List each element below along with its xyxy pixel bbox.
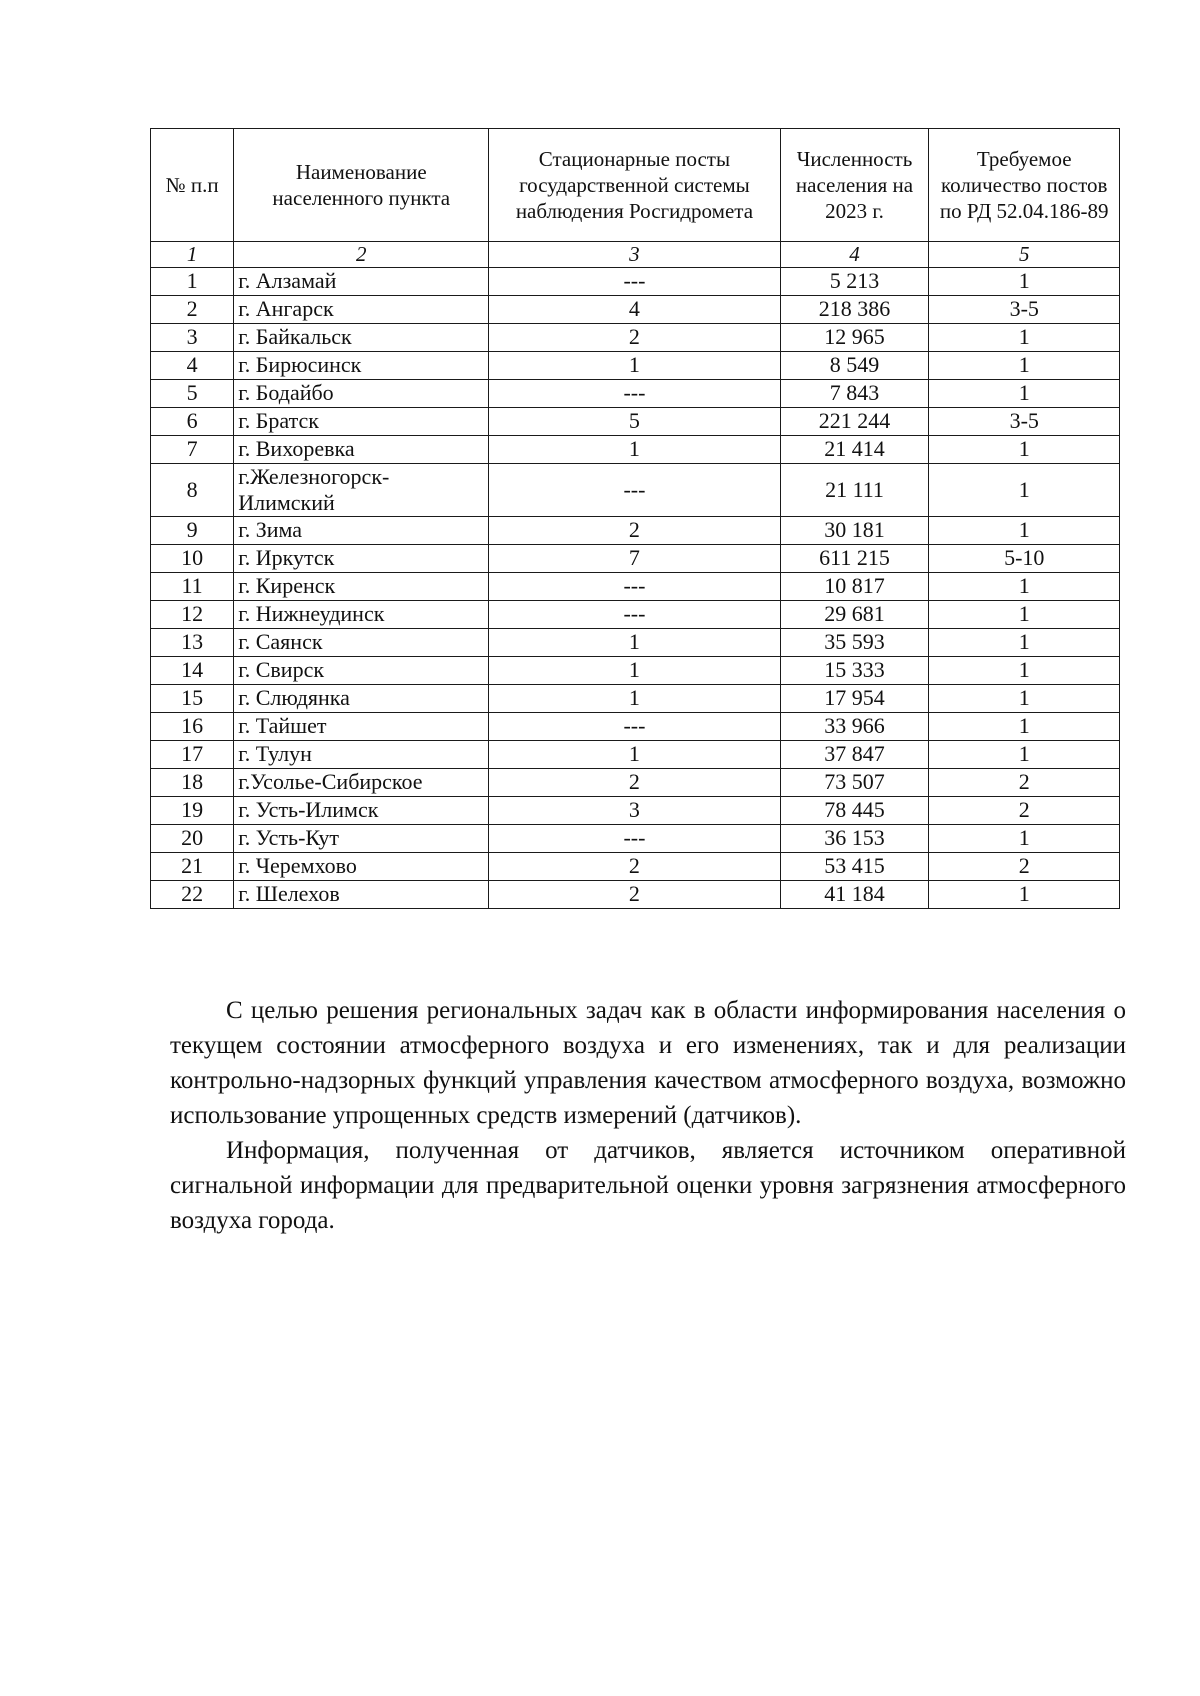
cell-required-posts: 1 — [929, 628, 1120, 656]
column-number: 5 — [929, 242, 1120, 268]
cell-settlement-name: г. Ангарск — [234, 295, 489, 323]
cell-required-posts: 1 — [929, 323, 1120, 351]
cell-required-posts: 1 — [929, 656, 1120, 684]
cell-number: 9 — [151, 516, 234, 544]
cell-settlement-name: г. Байкальск — [234, 323, 489, 351]
cell-stationary-posts: 4 — [489, 295, 780, 323]
cell-number: 14 — [151, 656, 234, 684]
cell-required-posts: 1 — [929, 712, 1120, 740]
table-row — [151, 796, 1120, 824]
table-row — [151, 740, 1120, 768]
cell-number: 7 — [151, 435, 234, 463]
cell-number: 11 — [151, 572, 234, 600]
cell-stationary-posts: 1 — [489, 351, 780, 379]
cell-number: 1 — [151, 267, 234, 295]
cell-settlement-name: г. Свирск — [234, 656, 489, 684]
cell-population: 73 507 — [780, 768, 929, 796]
cell-settlement-name: г. Алзамай — [234, 267, 489, 295]
cell-stationary-posts: 2 — [489, 852, 780, 880]
cell-stationary-posts: 7 — [489, 544, 780, 572]
column-numbers-row — [151, 242, 1120, 268]
cell-required-posts: 3-5 — [929, 295, 1120, 323]
table-row — [151, 516, 1120, 544]
cell-settlement-name: г. Черемхово — [234, 852, 489, 880]
cell-required-posts: 1 — [929, 351, 1120, 379]
cell-population: 37 847 — [780, 740, 929, 768]
cell-required-posts: 1 — [929, 740, 1120, 768]
column-number: 1 — [151, 242, 234, 268]
cell-number: 12 — [151, 600, 234, 628]
cell-number: 8 — [151, 463, 234, 516]
cell-number: 17 — [151, 740, 234, 768]
cell-number: 21 — [151, 852, 234, 880]
table-body — [151, 242, 1120, 909]
cell-stationary-posts: 1 — [489, 684, 780, 712]
cell-settlement-name: г. Бирюсинск — [234, 351, 489, 379]
table-header-row — [151, 129, 1120, 242]
cell-settlement-name: г.Железногорск-Илимский — [234, 463, 489, 516]
cell-required-posts: 1 — [929, 463, 1120, 516]
cell-settlement-name: г. Саянск — [234, 628, 489, 656]
column-number: 2 — [234, 242, 489, 268]
cell-number: 5 — [151, 379, 234, 407]
cell-population: 41 184 — [780, 880, 929, 908]
cell-population: 35 593 — [780, 628, 929, 656]
table-row — [151, 323, 1120, 351]
cell-population: 8 549 — [780, 351, 929, 379]
cell-required-posts: 2 — [929, 852, 1120, 880]
cell-settlement-name: г. Тулун — [234, 740, 489, 768]
cell-population: 78 445 — [780, 796, 929, 824]
cell-required-posts: 2 — [929, 768, 1120, 796]
table-row — [151, 880, 1120, 908]
table-row — [151, 407, 1120, 435]
cell-settlement-name: г. Тайшет — [234, 712, 489, 740]
cell-stationary-posts: 2 — [489, 768, 780, 796]
cell-stationary-posts: 1 — [489, 628, 780, 656]
cell-stationary-posts: --- — [489, 600, 780, 628]
cell-required-posts: 1 — [929, 880, 1120, 908]
table-row — [151, 435, 1120, 463]
cell-stationary-posts: --- — [489, 572, 780, 600]
table-row — [151, 463, 1120, 516]
cell-number: 22 — [151, 880, 234, 908]
header-number: № п.п — [151, 129, 234, 242]
cell-stationary-posts: 2 — [489, 323, 780, 351]
header-settlement-name: Наименование населенного пункта — [234, 129, 489, 242]
cell-number: 19 — [151, 796, 234, 824]
header-stationary-posts: Стационарные посты государственной системы наблюдения Росгидромета — [489, 129, 780, 242]
cell-population: 5 213 — [780, 267, 929, 295]
cell-stationary-posts: 1 — [489, 740, 780, 768]
cell-population: 36 153 — [780, 824, 929, 852]
cell-number: 18 — [151, 768, 234, 796]
cell-population: 21 111 — [780, 463, 929, 516]
table-row — [151, 351, 1120, 379]
monitoring-posts-table — [150, 128, 1120, 909]
cell-number: 13 — [151, 628, 234, 656]
cell-population: 221 244 — [780, 407, 929, 435]
cell-number: 16 — [151, 712, 234, 740]
cell-number: 10 — [151, 544, 234, 572]
cell-stationary-posts: 1 — [489, 656, 780, 684]
cell-settlement-name: г. Вихоревка — [234, 435, 489, 463]
cell-required-posts: 1 — [929, 572, 1120, 600]
cell-stationary-posts: --- — [489, 824, 780, 852]
cell-stationary-posts: --- — [489, 463, 780, 516]
cell-stationary-posts: --- — [489, 712, 780, 740]
cell-settlement-name: г. Бодайбо — [234, 379, 489, 407]
cell-required-posts: 1 — [929, 516, 1120, 544]
cell-population: 21 414 — [780, 435, 929, 463]
cell-population: 15 333 — [780, 656, 929, 684]
cell-required-posts: 1 — [929, 379, 1120, 407]
body-text — [170, 993, 1126, 1238]
cell-population: 10 817 — [780, 572, 929, 600]
cell-required-posts: 1 — [929, 600, 1120, 628]
cell-settlement-name: г. Усть-Кут — [234, 824, 489, 852]
table-row — [151, 600, 1120, 628]
cell-stationary-posts: --- — [489, 379, 780, 407]
cell-required-posts: 1 — [929, 684, 1120, 712]
cell-number: 15 — [151, 684, 234, 712]
cell-settlement-name: г. Слюдянка — [234, 684, 489, 712]
cell-stationary-posts: --- — [489, 267, 780, 295]
cell-population: 53 415 — [780, 852, 929, 880]
table-row — [151, 628, 1120, 656]
cell-number: 3 — [151, 323, 234, 351]
table-row — [151, 684, 1120, 712]
table-row — [151, 852, 1120, 880]
table-row — [151, 572, 1120, 600]
cell-required-posts: 2 — [929, 796, 1120, 824]
cell-settlement-name: г. Усть-Илимск — [234, 796, 489, 824]
cell-settlement-name: г.Усолье-Сибирское — [234, 768, 489, 796]
cell-required-posts: 1 — [929, 267, 1120, 295]
cell-number: 2 — [151, 295, 234, 323]
cell-settlement-name: г. Братск — [234, 407, 489, 435]
table-row — [151, 379, 1120, 407]
cell-number: 6 — [151, 407, 234, 435]
header-required-posts: Требуемое количество постов по РД 52.04.186-89 — [929, 129, 1120, 242]
cell-number: 20 — [151, 824, 234, 852]
cell-settlement-name: г. Зима — [234, 516, 489, 544]
cell-population: 611 215 — [780, 544, 929, 572]
cell-population: 7 843 — [780, 379, 929, 407]
cell-stationary-posts: 2 — [489, 880, 780, 908]
cell-number: 4 — [151, 351, 234, 379]
paragraph: Информация, полученная от датчиков, является источником оперативной сигнальной информации для предварительной оценки уровня загрязнения атмосферного воздуха города. — [170, 1137, 1126, 1234]
table-row — [151, 712, 1120, 740]
cell-population: 218 386 — [780, 295, 929, 323]
table-row — [151, 544, 1120, 572]
column-number: 3 — [489, 242, 780, 268]
cell-population: 30 181 — [780, 516, 929, 544]
table-row — [151, 824, 1120, 852]
table-row — [151, 267, 1120, 295]
cell-settlement-name: г. Киренск — [234, 572, 489, 600]
cell-settlement-name: г. Шелехов — [234, 880, 489, 908]
cell-required-posts: 1 — [929, 824, 1120, 852]
header-population: Численность населения на 2023 г. — [780, 129, 929, 242]
cell-required-posts: 5-10 — [929, 544, 1120, 572]
table-row — [151, 768, 1120, 796]
cell-stationary-posts: 5 — [489, 407, 780, 435]
cell-population: 33 966 — [780, 712, 929, 740]
column-number: 4 — [780, 242, 929, 268]
cell-stationary-posts: 3 — [489, 796, 780, 824]
cell-population: 17 954 — [780, 684, 929, 712]
cell-population: 29 681 — [780, 600, 929, 628]
cell-settlement-name: г. Нижнеудинск — [234, 600, 489, 628]
cell-required-posts: 3-5 — [929, 407, 1120, 435]
table-row — [151, 295, 1120, 323]
cell-stationary-posts: 1 — [489, 435, 780, 463]
cell-settlement-name: г. Иркутск — [234, 544, 489, 572]
cell-required-posts: 1 — [929, 435, 1120, 463]
cell-stationary-posts: 2 — [489, 516, 780, 544]
cell-population: 12 965 — [780, 323, 929, 351]
paragraph: С целью решения региональных задач как в области информирования населения о текущем состоянии атмосферного воздуха и его изменениях, так и для реализации контрольно-надзорных функций управления качеством атмосферного воздуха, возможно использование упрощенных средств измерений (датчиков). — [170, 997, 1126, 1129]
table-row — [151, 656, 1120, 684]
